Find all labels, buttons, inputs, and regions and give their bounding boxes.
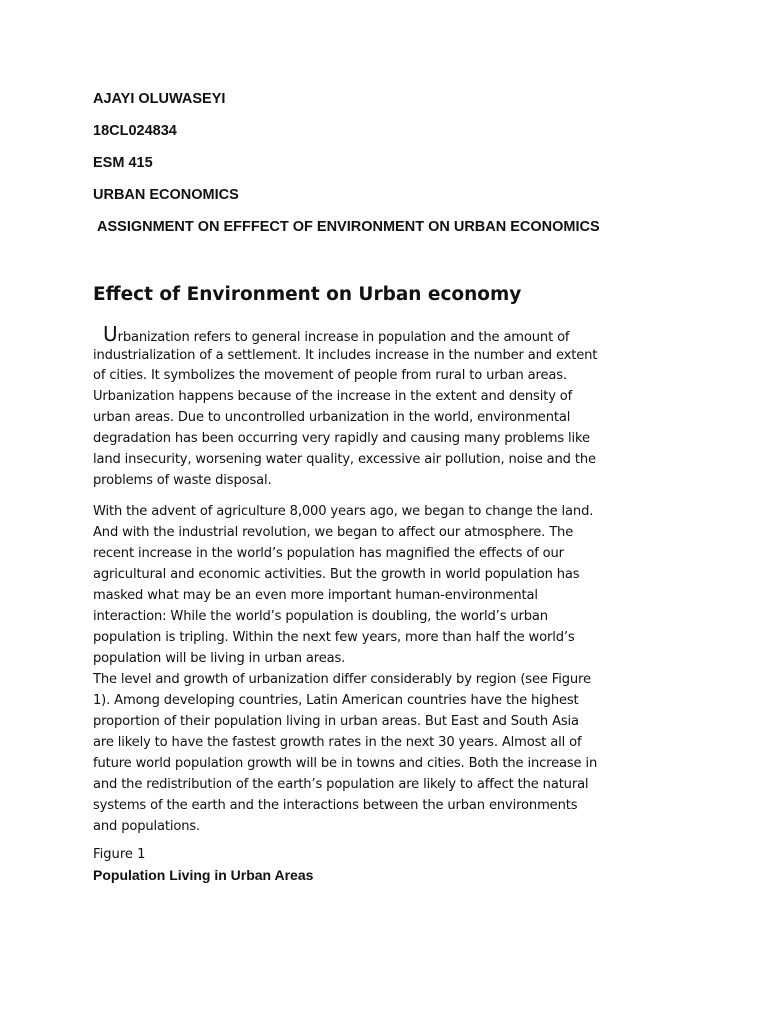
paragraph-agriculture (93, 501, 693, 837)
paragraph-line: population is tripling. Within the next few years, more than half the world’s (93, 630, 575, 645)
course-title: URBAN ECONOMICS (93, 187, 239, 203)
paragraph-line: The level and growth of urbanization differ considerably by region (see Figure (93, 672, 591, 687)
drop-cap: U (103, 322, 118, 346)
figure-title: Population Living in Urban Areas (93, 867, 314, 883)
paragraph-urbanization (93, 324, 693, 492)
paragraph-line: problems of waste disposal. (93, 472, 272, 488)
paragraph-line: industrialization of a settlement. It includes increase in the number and extent (93, 347, 598, 363)
paragraph-line: agricultural and economic activities. But the growth in world population has (93, 567, 580, 582)
student-id: 18CL024834 (93, 123, 177, 139)
course-code: ESM 415 (93, 155, 153, 171)
paragraph-line: recent increase in the world’s population has magnified the effects of our (93, 546, 564, 561)
author-name: AJAYI OLUWASEYI (93, 91, 226, 107)
paragraph-line: 1). Among developing countries, Latin American countries have the highest (93, 693, 579, 708)
paragraph-line: Urbanization happens because of the increase in the extent and density of (93, 389, 573, 405)
paragraph-line: of cities. It symbolizes the movement of people from rural to urban areas. (93, 368, 567, 384)
paragraph-line: future world population growth will be in towns and cities. Both the increase in (93, 756, 598, 771)
essay-title: Effect of Environment on Urban economy (93, 284, 522, 305)
paragraph-line: systems of the earth and the interactions between the urban environments (93, 798, 578, 813)
paragraph-line-text: rbanization refers to general increase in population and the amount of (117, 330, 570, 345)
paragraph-line: and the redistribution of the earth’s population are likely to affect the natural (93, 777, 589, 792)
paragraph-line: degradation has been occurring very rapidly and causing many problems like (93, 431, 590, 447)
paragraph-line: are likely to have the fastest growth rates in the next 30 years. Almost all of (93, 735, 582, 750)
paragraph-line: And with the industrial revolution, we began to affect our atmosphere. The (93, 525, 574, 540)
paragraph-line: proportion of their population living in urban areas. But East and South Asia (93, 714, 579, 729)
paragraph-line: and populations. (93, 819, 201, 834)
paragraph-line: interaction: While the world’s population is doubling, the world’s urban (93, 609, 548, 624)
paragraph-line: With the advent of agriculture 8,000 years ago, we began to change the land. (93, 504, 594, 519)
assignment-title: ASSIGNMENT ON EFFFECT OF ENVIRONMENT ON URBAN ECONOMICS (97, 219, 600, 235)
figure-label: Figure 1 (93, 847, 146, 862)
paragraph-line: population will be living in urban areas. (93, 651, 346, 666)
paragraph-line: urban areas. Due to uncontrolled urbanization in the world, environmental (93, 410, 571, 426)
paragraph-line: land insecurity, worsening water quality, excessive air pollution, noise and the (93, 451, 596, 467)
paragraph-line (93, 324, 693, 346)
paragraph-line: masked what may be an even more important human-environmental (93, 588, 538, 603)
